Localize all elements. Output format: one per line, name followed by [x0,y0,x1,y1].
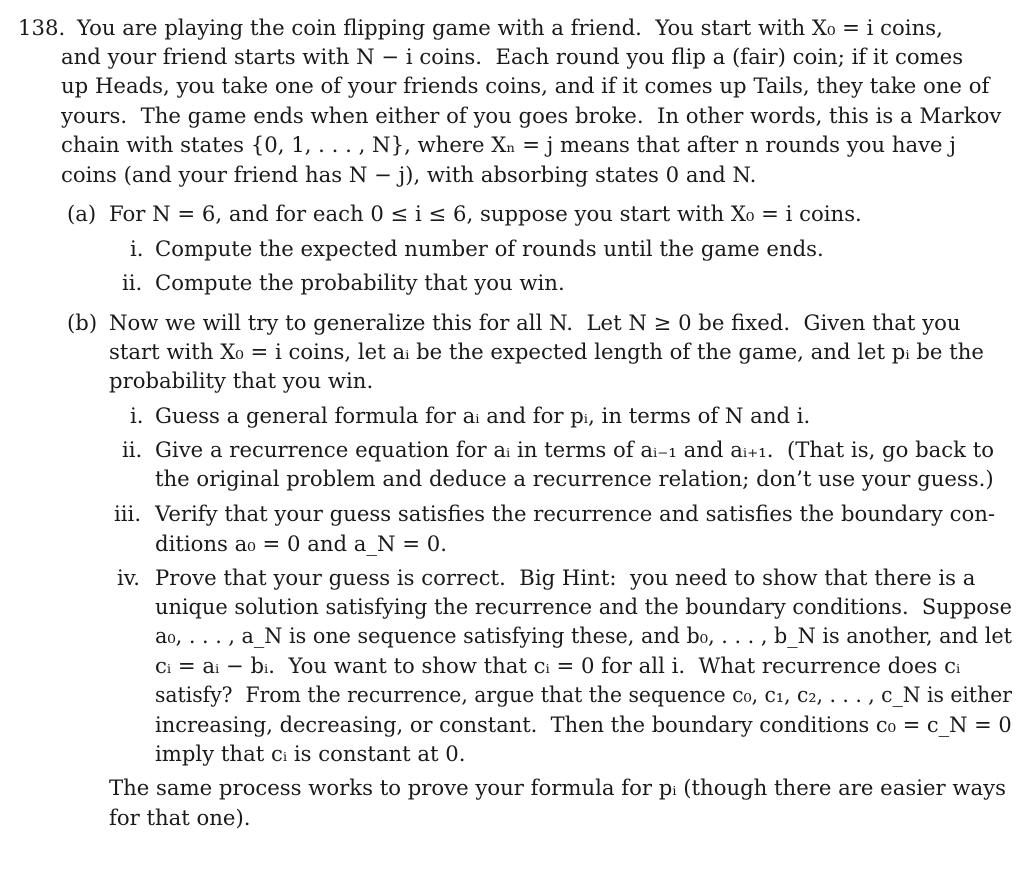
part-b-item-line: unique solution satisfying the recurrence and the boundary conditions. Suppose [155,594,1012,619]
part-b-item-label: iv. [117,565,140,590]
part-b-item-line: Give a recurrence equation for aᵢ in terms of aᵢ₋₁ and aᵢ₊₁. (That is, go back to [155,437,994,462]
intro-line: You are playing the coin flipping game with a friend. You start with X₀ = i coins, [77,15,943,40]
part-b-item-label: ii. [122,437,143,462]
part-b-item-line: increasing, decreasing, or constant. Then the boundary conditions c₀ = c_N = 0 [155,712,1012,737]
intro-line: chain with states {0, 1, . . . , N}, where Xₙ = j means that after n rounds you have j [61,132,956,157]
part-a-line: For N = 6, and for each 0 ≤ i ≤ 6, suppose you start with X₀ = i coins. [109,201,862,226]
part-b-item-label: iii. [114,501,142,526]
part-b-item-label: i. [130,403,144,428]
part-b-closing-line: The same process works to prove your formula for pᵢ (though there are easier ways [109,775,1007,800]
part-b-item-line: cᵢ = aᵢ − bᵢ. You want to show that cᵢ = 0 for all i. What recurrence does cᵢ [155,653,961,678]
intro-line: and your friend starts with N − i coins. Each round you flip a (fair) coin; if it comes [61,44,964,69]
part-a-label: (a) [67,201,97,226]
part-b-item-line: imply that cᵢ is constant at 0. [155,741,466,766]
part-b-item-line: satisfy? From the recurrence, argue that the sequence c₀, c₁, c₂, . . . , c_N is either [155,682,1012,707]
part-a-item-line: Compute the probability that you win. [155,270,565,295]
intro-line: coins (and your friend has N − j), with absorbing states 0 and N. [61,162,757,187]
part-b-item-line: Prove that your guess is correct. Big Hint: you need to show that there is a [155,565,976,590]
part-b-closing-line: for that one). [109,805,251,830]
part-b-label: (b) [67,310,98,335]
part-b-item-line: a₀, . . . , a_N is one sequence satisfying these, and b₀, . . . , b_N is another, and let [155,623,1012,648]
part-b-item-line: the original problem and deduce a recurrence relation; don’t use your guess.) [155,466,994,491]
part-b-item-line: Verify that your guess satisfies the recurrence and satisfies the boundary con- [155,501,996,526]
problem-number: 138. [18,15,66,40]
part-a-item-label: i. [130,236,144,261]
part-b-item-line: Guess a general formula for aᵢ and for pᵢ, in terms of N and i. [155,403,811,428]
part-b-line: probability that you win. [109,368,374,393]
part-b-line: start with X₀ = i coins, let aᵢ be the expected length of the game, and let pᵢ be the [109,339,984,364]
part-b-line: Now we will try to generalize this for all N. Let N ≥ 0 be fixed. Given that you [109,310,961,335]
intro-line: yours. The game ends when either of you goes broke. In other words, this is a Markov [61,103,1002,128]
part-b-item-line: ditions a₀ = 0 and a_N = 0. [155,531,447,556]
part-a-item-label: ii. [122,270,143,295]
part-a-item-line: Compute the expected number of rounds until the game ends. [155,236,824,261]
intro-line: up Heads, you take one of your friends coins, and if it comes up Tails, they take one of [61,73,990,98]
